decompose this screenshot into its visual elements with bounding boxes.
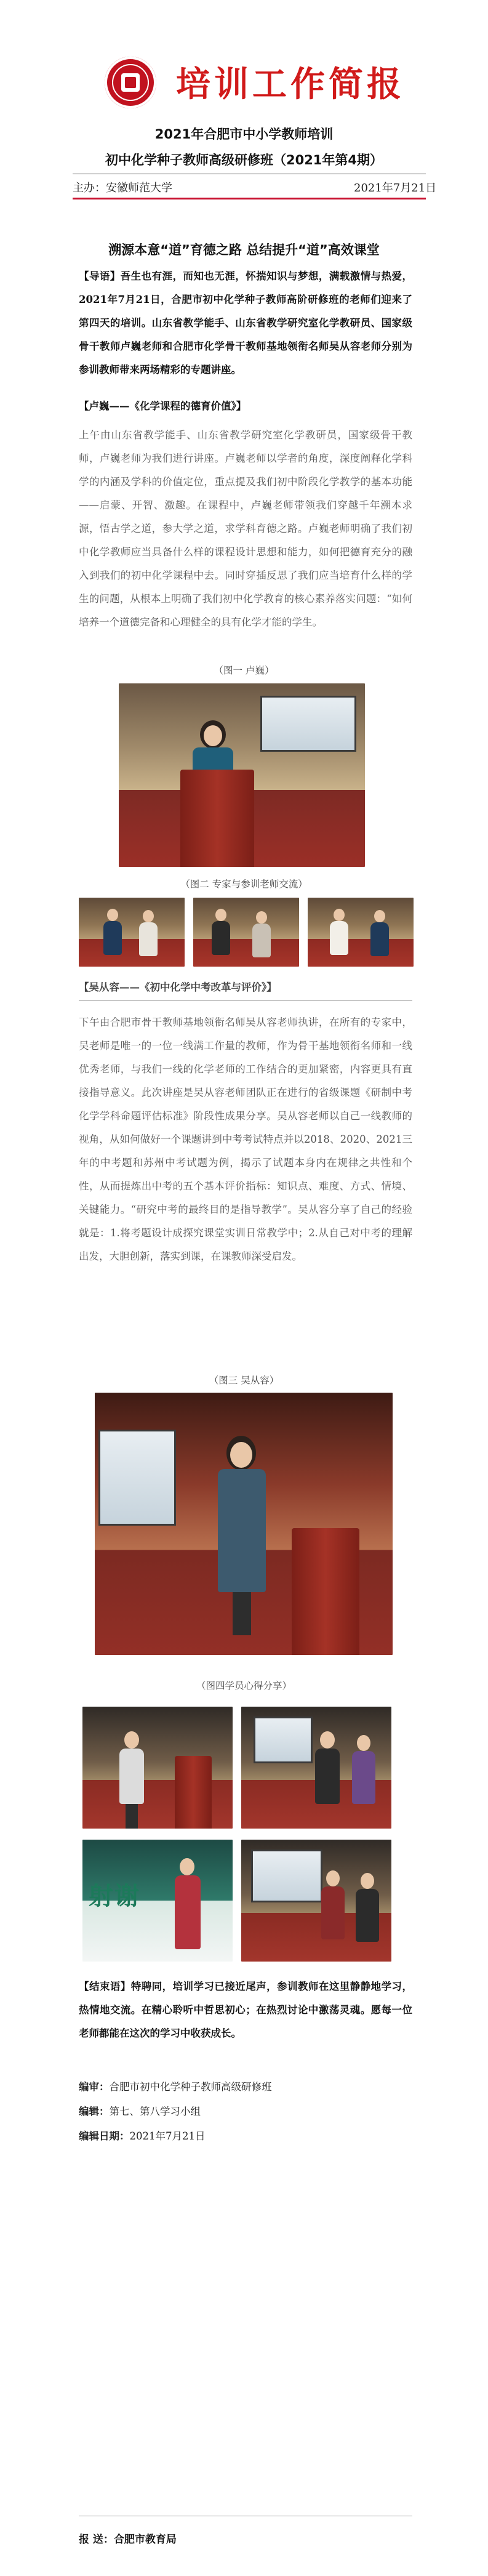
closing-paragraph: 【结束语】特聘同，培训学习已接近尾声，参训教师在这里静静地学习，热情地交流。在精心聆听中哲思初心；在热烈讨论中激荡灵魂。愿每一位老师都能在这次的学习中收获成长。 <box>79 1981 412 2039</box>
editor-value: 合肥市初中化学种子教师高级研修班 <box>109 2081 272 2093</box>
section-underline <box>79 1000 412 1001</box>
figure-caption-2: （图二 专家与参训老师交流） <box>180 879 308 890</box>
photo-speaker-lu-wei <box>119 683 365 867</box>
photo-sharing-2 <box>241 1707 391 1829</box>
editor-line <box>79 2079 412 2093</box>
briefing-title: 培训工作简报 <box>176 65 405 105</box>
figure-caption-3: （图三 吴从容） <box>209 1375 279 1386</box>
host-label: 主办： <box>73 182 106 195</box>
section-heading-lu-wei: 【卢巍——《化学课程的德育价值》】 <box>79 400 247 412</box>
figure-caption-1: （图一 卢巍） <box>214 665 274 676</box>
reviewer-value: 第七、第八学习小组 <box>109 2106 201 2117</box>
edit-date-label: 编辑日期： <box>79 2130 130 2142</box>
editor-label: 编审： <box>79 2081 110 2093</box>
photo-speaker-wu-congrong <box>95 1393 393 1655</box>
photo-exchange-3 <box>308 898 414 967</box>
photo-sharing-4 <box>241 1840 391 1962</box>
class-subtitle: 初中化学种子教师高级研修班（2021年第4期） <box>105 153 383 167</box>
university-emblem-icon <box>105 57 156 108</box>
report-to: 报 送：合肥市教育局 <box>79 2534 177 2546</box>
red-divider <box>73 198 426 199</box>
host-line <box>73 179 172 195</box>
edit-date-value: 2021年7月21日 <box>129 2130 206 2142</box>
thanks-banner-text: 射谢 <box>89 1882 140 1910</box>
reviewer-line <box>79 2103 412 2118</box>
section-body-lu-wei: 上午由山东省教学能手、山东省教学研究室化学教研员，国家级骨干教师，卢巍老师为我们进行讲座。卢巍老师以学者的角度，深度阐释化学科学的内涵及学科的价值定位，重点提及我们初中阶段化学教学的基本功能——启蒙、开智、激趣。在课程中，卢巍老师带领我们穿越千年溯本求源，悟古学之道，参大学之道，求学科育德之路。卢巍老师明确了我们初中化学教师应当具备什么样的课程设计思想和能力，如何把德育充分的融入到我们的初中化学课程中去。同时穿插反思了我们应当培育什么样的学生的问题，从根本上明确了我们初中化学教育的核心素养落实问题：“如何培养一个道德完备和心理健全的具有化学才能的学生。 <box>79 429 412 628</box>
photo-sharing-3 <box>82 1840 233 1962</box>
figure-caption-4: （图四学员心得分享） <box>196 1680 292 1691</box>
host-name: 安徽师范大学 <box>106 182 172 195</box>
section-heading-wu-congrong: 【吴从容——《初中化学中考改革与评价》】 <box>79 981 277 993</box>
article-title: 溯源本意“道”育德之路 总结提升“道”高效课堂 <box>108 243 380 257</box>
edit-date-line <box>79 2128 412 2143</box>
lead-paragraph: 【导语】吾生也有涯，而知也无涯，怀揣知识与梦想，满载激情与热爱，2021年7月21日，合肥市初中化学种子教师高阶研修班的老师们迎来了第四天的培训。山东省教学能手、山东省教学研究室化学教研员、国家级骨干教师卢巍老师和合肥市化学骨干教师基地领衔名师吴从容老师分别为参训教师带来两场精彩的专题讲座。 <box>79 270 412 376</box>
program-subtitle: 2021年合肥市中小学教师培训 <box>154 127 334 142</box>
reviewer-label: 编辑： <box>79 2106 110 2117</box>
issue-date: 2021年7月21日 <box>354 182 437 195</box>
section-body-wu-congrong: 下午由合肥市骨干教师基地领衔名师吴从容老师执讲，在所有的专家中，吴老师是唯一的一位一线满工作量的教师，作为骨干基地领衔名师和一线优秀老师，与我们一线的化学老师的工作结合的更加紧密，内容更具有直接指导意义。此次讲座是吴从容老师团队正在进行的省级课题《研制中考化学学科命题评估标准》阶段性成果分享。吴从容老师以自己一线教师的视角，从如何做好一个课题讲到中考考试特点并以2018、2020、2021三年的中考题和苏州中考试题为例，揭示了试题本身内在规律之共性和个性，从而提炼出中考的五个基本评价指标：知识点、难度、方式、情境、关键能力。“研究中考的最终目的是指导教学”。吴从容分享了自己的经验就是：1.将考题设计成探究课堂实训日常教学中；2.从自己对中考的理解出发，大胆创新，落实到课，在课教师深受启发。 <box>79 1016 412 1262</box>
photo-exchange-1 <box>79 898 185 967</box>
photo-exchange-2 <box>193 898 299 967</box>
photo-sharing-1 <box>82 1707 233 1829</box>
